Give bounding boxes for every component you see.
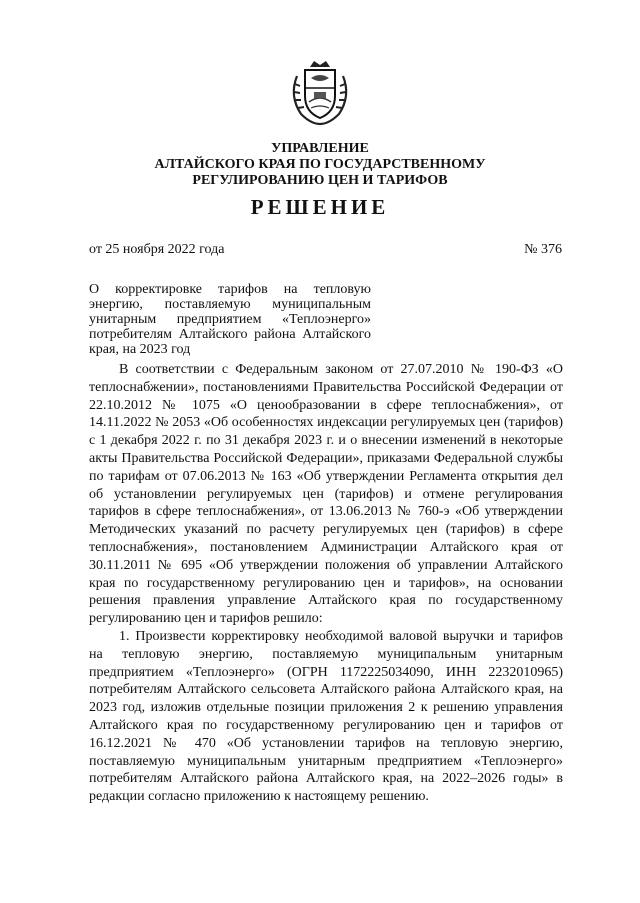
altai-krai-coat-of-arms-icon (285, 58, 355, 128)
document-body (89, 361, 563, 806)
document-subject: О корректировке тарифов на тепловую энергию, поставляемую муниципальным унитарным предприятием «Теплоэнерго» потребителям Алтайского района Алтайского края, на 2023 год (89, 282, 371, 357)
body-paragraph: В соответствии с Федеральным законом от 27.07.2010 № 190-ФЗ «О теплоснабжении», постановлениями Правительства Российской Федерации от 22.10.2012 № 1075 «О ценообразовании в сфере теплоснабжения», от 14.11.2022 № 2053 «Об особенностях индексации регулируемых цен (тарифов) с 1 декабря 2022 г. по 31 декабря 2023 г. и о внесении изменений в некоторые акты Правительства Российской Федерации», приказами Федеральной службы по тарифам от 07.06.2013 № 163 «Об утверждении Регламента открытия дел об установлении регулируемых цен (тарифов) и отмене регулирования тарифов в сфере теплоснабжения», от 13.06.2013 № 760-э «Об утверждении Методических указаний по расчету регулируемых цен (тарифов) в сфере теплоснабжения», постановлением Администрации Алтайского края от 30.11.2011 № 695 «Об утверждении положения об управлении Алтайского края по государственному регулированию цен и тарифов», на основании решения правления управление Алтайского края по государственному регулированию цен и тарифов решило: (89, 362, 563, 627)
document-type-title: РЕШЕНИЕ (250, 195, 390, 219)
document-number: № 376 (524, 242, 562, 257)
org-line-3: РЕГУЛИРОВАНИЮ ЦЕН И ТАРИФОВ (192, 173, 448, 188)
body-paragraph: 1. Произвести корректировку необходимой валовой выручки и тарифов на тепловую энергию, поставляемую муниципальным унитарным предприятием «Теплоэнерго» (ОГРН 1172225034090, ИНН 2232010965) потребителям Алтайского сельсовета Алтайского района Алтайского края, на 2023 год, изложив отдельные позиции приложения 2 к решению управления Алтайского края по государственному регулированию цен и тарифов от 16.12.2021 № 470 «Об установлении тарифов на тепловую энергию, поставляемую муниципальным унитарным предприятием «Теплоэнерго» потребителям Алтайского района Алтайского края, на 2022–2026 годы» в редакции согласно приложению к настоящему решению. (89, 628, 563, 805)
org-line-2: АЛТАЙСКОГО КРАЯ ПО ГОСУДАРСТВЕННОМУ (154, 157, 486, 172)
org-line-1: УПРАВЛЕНИЕ (271, 141, 369, 156)
document-date: от 25 ноября 2022 года (89, 242, 225, 257)
